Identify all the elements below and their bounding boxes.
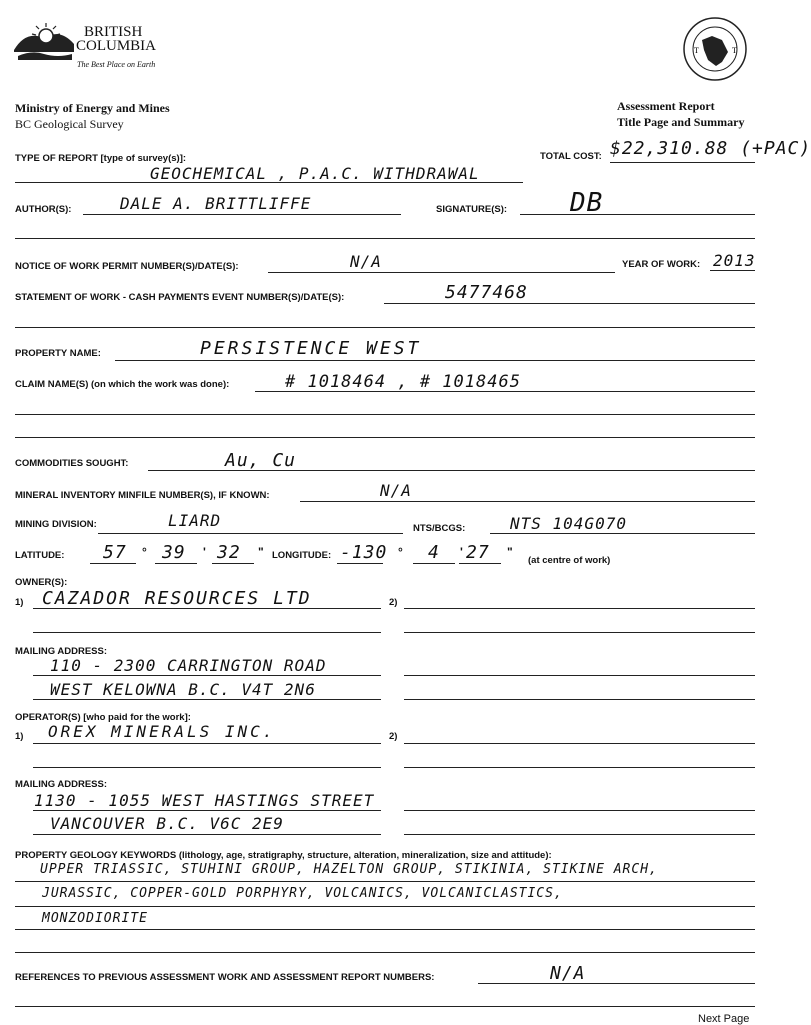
lon-deg-symbol: ° xyxy=(398,545,403,559)
operator-addr-line-4 xyxy=(404,834,755,835)
lat-deg-symbol: ° xyxy=(142,545,147,559)
operator-num2: 2) xyxy=(389,731,398,742)
blank-line-1 xyxy=(15,238,755,239)
type-of-report-label: TYPE OF REPORT [type of survey(s)]: xyxy=(15,153,187,164)
owner-num2: 2) xyxy=(389,597,398,608)
owner-addr2: WEST KELOWNA B.C. V4T 2N6 xyxy=(50,680,316,699)
latitude-label: LATITUDE: xyxy=(15,550,65,561)
blank-line-final xyxy=(15,1006,755,1007)
claim-value: # 1018464 , # 1018465 xyxy=(285,372,521,392)
operator-line-1 xyxy=(33,743,381,744)
operator-addr1: 1130 - 1055 WEST HASTINGS STREET xyxy=(34,791,375,810)
commodities-line xyxy=(148,470,755,471)
bc-sun-mountain-icon xyxy=(12,20,76,62)
nts-line xyxy=(490,533,755,534)
year-label: YEAR OF WORK: xyxy=(622,259,701,270)
operator-num1: 1) xyxy=(15,731,24,742)
blank-line-2 xyxy=(15,327,755,328)
operator-addr-line-3 xyxy=(33,834,381,835)
commodities-value: Au, Cu xyxy=(225,450,297,471)
keywords-line-2 xyxy=(15,906,755,907)
owner-line-4 xyxy=(404,632,755,633)
claim-line xyxy=(255,391,755,392)
keywords-line1-text: UPPER TRIASSIC, STUHINI GROUP, HAZELTON GROUP, STIKINIA, STIKINE ARCH, xyxy=(40,862,658,877)
owner-line-1 xyxy=(33,608,381,609)
type-of-report-value: GEOCHEMICAL , P.A.C. WITHDRAWAL xyxy=(150,164,480,183)
operator-addr-line-2 xyxy=(404,810,755,811)
survey-name: BC Geological Survey xyxy=(15,117,124,131)
division-value: LIARD xyxy=(168,511,222,530)
minfile-label: MINERAL INVENTORY MINFILE NUMBER(S), IF KNOWN: xyxy=(15,490,270,501)
statement-label: STATEMENT OF WORK - CASH PAYMENTS EVENT NUMBER(S)/DATE(S): xyxy=(15,292,345,303)
notice-line xyxy=(268,272,615,273)
blank-line-4 xyxy=(15,437,755,438)
lon-seconds: 27 xyxy=(466,542,490,563)
references-label: REFERENCES TO PREVIOUS ASSESSMENT WORK AND ASSESSMENT REPORT NUMBERS: xyxy=(15,972,435,983)
owner-label: OWNER(S): xyxy=(15,577,68,588)
owner-line-3 xyxy=(33,632,381,633)
year-line xyxy=(710,270,755,271)
geological-survey-seal xyxy=(682,16,748,82)
operator-label: OPERATOR(S) [who paid for the work]: xyxy=(15,712,191,723)
operator-addr2: VANCOUVER B.C. V6C 2E9 xyxy=(50,814,284,833)
references-value: N/A xyxy=(550,963,586,984)
seal-icon xyxy=(682,16,748,82)
division-label: MINING DIVISION: xyxy=(15,519,97,530)
notice-label: NOTICE OF WORK PERMIT NUMBER(S)/DATE(S): xyxy=(15,261,239,272)
total-cost-value: $22,310.88 (+PAC) xyxy=(610,138,811,159)
report-title-line2: Title Page and Summary xyxy=(617,115,745,129)
logo-tagline: The Best Place on Earth xyxy=(77,60,156,69)
lon-deg-line xyxy=(337,563,383,564)
property-line xyxy=(115,360,755,361)
operator-line-3 xyxy=(33,767,381,768)
owner-addr-line-4 xyxy=(404,699,755,700)
signature-line xyxy=(520,214,755,215)
lat-sec-line xyxy=(212,563,254,564)
blank-line-3 xyxy=(15,414,755,415)
keywords-line-1 xyxy=(15,881,755,882)
logo-line2: COLUMBIA xyxy=(76,38,157,54)
lat-sec-symbol: " xyxy=(258,545,264,559)
lat-degrees: 57 xyxy=(103,542,127,563)
longitude-label: LONGITUDE: xyxy=(272,550,332,561)
claim-label: CLAIM NAME(S) (on which the work was done): xyxy=(15,379,230,390)
year-value: 2013 xyxy=(713,251,756,270)
seal-right-letter: T xyxy=(732,46,737,55)
type-of-report-line xyxy=(15,182,523,183)
operator-mail-label: MAILING ADDRESS: xyxy=(15,779,108,790)
author-label: AUTHOR(S): xyxy=(15,204,72,215)
nts-label: NTS/BCGS: xyxy=(413,523,466,534)
lat-minutes: 39 xyxy=(162,542,186,563)
total-cost-label: TOTAL COST: xyxy=(540,151,602,162)
operator-addr-line-1 xyxy=(33,810,381,811)
keywords-line-4 xyxy=(15,952,755,953)
owner-addr-line-3 xyxy=(33,699,381,700)
division-line xyxy=(98,533,403,534)
commodities-label: COMMODITIES SOUGHT: xyxy=(15,458,129,469)
lon-degrees: -130 xyxy=(340,542,388,563)
owner-addr1: 110 - 2300 CARRINGTON ROAD xyxy=(50,656,327,675)
logo-line1: BRITISH xyxy=(84,24,143,40)
keywords-line2-text: JURASSIC, COPPER-GOLD PORPHYRY, VOLCANICS, VOLCANICLASTICS, xyxy=(42,886,563,901)
lat-min-line xyxy=(155,563,197,564)
notice-value: N/A xyxy=(350,252,382,271)
lon-min-line xyxy=(413,563,455,564)
signature-label: SIGNATURE(S): xyxy=(436,204,508,215)
total-cost-line xyxy=(610,162,755,163)
owner-value: CAZADOR RESOURCES LTD xyxy=(42,588,312,609)
statement-line xyxy=(384,303,755,304)
keywords-line3-text: MONZODIORITE xyxy=(42,911,148,926)
author-line xyxy=(83,214,401,215)
property-label: PROPERTY NAME: xyxy=(15,348,101,359)
statement-value: 5477468 xyxy=(445,282,528,303)
lat-min-symbol: ' xyxy=(203,545,206,559)
property-value: PERSISTENCE WEST xyxy=(200,338,422,359)
bc-logo xyxy=(12,18,172,74)
references-line xyxy=(478,983,755,984)
centre-note: (at centre of work) xyxy=(528,555,611,566)
ministry-name: Ministry of Energy and Mines xyxy=(15,101,170,115)
keywords-line-3 xyxy=(15,929,755,930)
lon-sec-line xyxy=(459,563,501,564)
keywords-label: PROPERTY GEOLOGY KEYWORDS (lithology, age, stratigraphy, structure, alteration, mineralization, size and attitude): xyxy=(15,850,552,861)
operator-line-2 xyxy=(404,743,755,744)
lat-deg-line xyxy=(90,563,136,564)
report-title-line1: Assessment Report xyxy=(617,99,715,113)
minfile-value: N/A xyxy=(380,481,412,500)
signature-value: DB xyxy=(570,188,604,218)
owner-addr-line-1 xyxy=(33,675,381,676)
author-value: DALE A. BRITTLIFFE xyxy=(120,194,312,213)
owner-addr-line-2 xyxy=(404,675,755,676)
next-page-link[interactable]: Next Page xyxy=(698,1013,750,1025)
nts-value: NTS 104G070 xyxy=(510,514,627,533)
lon-sec-symbol: " xyxy=(507,545,513,559)
seal-left-letter: T xyxy=(694,46,699,55)
operator-value: OREX MINERALS INC. xyxy=(48,722,276,741)
owner-num1: 1) xyxy=(15,597,24,608)
owner-line-2 xyxy=(404,608,755,609)
lat-seconds: 32 xyxy=(217,542,241,563)
owner-mail-label: MAILING ADDRESS: xyxy=(15,646,108,657)
lon-minutes: 4 xyxy=(428,542,440,563)
minfile-line xyxy=(300,501,755,502)
operator-line-4 xyxy=(404,767,755,768)
lon-min-symbol: ' xyxy=(460,545,463,559)
